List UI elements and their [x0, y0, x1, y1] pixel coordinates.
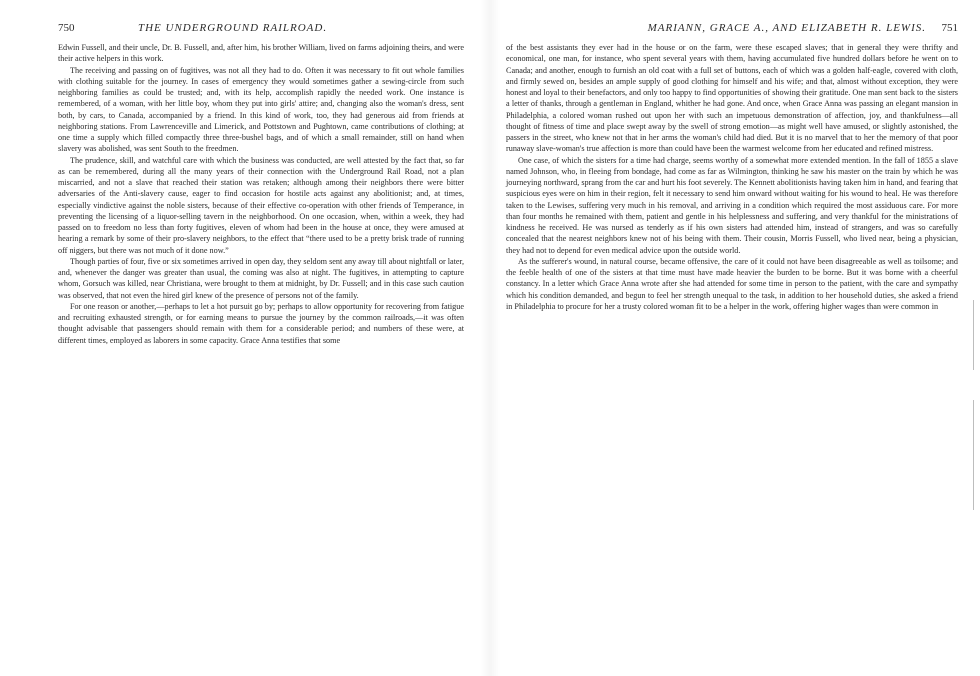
left-page-text [58, 42, 464, 346]
paragraph: For one reason or another,—perhaps to let a hot pursuit go by; perhaps to allow opportunity for recovering from fatigue and recruiting exhausted strength, or for earning means to pursue the journey by the common railroads,—it was often thought advisable that passengers should remain with them for a considerable period; and numbers of these were, at different times, employed as laborers in some capacity. Grace Anna testifies that some [58, 301, 464, 345]
paragraph: One case, of which the sisters for a time had charge, seems worthy of a somewhat more extended mention. In the fall of 1855 a slave named Johnson, who, in fleeing from bondage, had come as far as Wilmington, thinking he saw his master on the train by which he was journeying northward, sprang from the car and hurt his foot severely. The Kennett abolitionists having taken him in hand, and fearing that suspicious eyes were on him in their region, felt it necessary to send him onward without waiting for his wound to heal. He was therefore taken to the Lewises, suffering very much in his removal, and arriving in a condition which required the most assiduous care. For more than four months he remained with them, patient and gentle in his helplessness and suffering, and very thankful for the ministrations of kindness he received. He was nursed as tenderly as if his own sisters had attended him, instead of strangers, and was so carefully concealed that the nearest neighbors knew not of his being with them. Their cousin, Morris Fussell, who lived near, being a physician, they had not to depend for even medical advice upon the outside world. [506, 155, 958, 255]
left-page-number: 750 [58, 22, 75, 34]
right-page-header [506, 22, 958, 40]
page-edge-mark [973, 300, 974, 370]
paragraph: of the best assistants they ever had in the house or on the farm, were these escaped slaves; that in general they were thrifty and economical, one man, for instance, who spent several years with them, having accumulated five hundred dollars before he went on to Canada; and another, enough to furnish an old coat with a full set of buttons, each of which was a golden half-eagle, covered with cloth, and firmly sewed on, besides an ample supply of good clothing for himself and his wife; and that, almost without exception, they were honest and loyal to their benefactors, and only too happy to find opportunities of showing their gratitude. One man sent back to the sisters a letter of thanks, through a gentleman in England, whither he had gone. And once, when Grace Anna was passing an elegant mansion in Philadelphia, a colored woman rushed out upon her with such an impetuous demonstration of affection, joy, and thankfulness—all thought of fitness of time and place swept away by the swell of strong emotion—as might well have amused, or slightly astonished, the passers in the street, who knew not that in her arms the woman's child had died. But it is no marvel that to her the memory of that poor runaway slave-woman's true affection is more than could have been the warmest welcome from her educated and refined mistress. [506, 43, 958, 154]
paragraph: The prudence, skill, and watchful care with which the business was conducted, are well attested by the fact that, so far as can be remembered, during all the many years of their connection with the Underground Rail Road, not a plan miscarried, and not a slave that reached their station was retaken; although among their neighbors there were bitter adversaries of the Anti-slavery cause, eager to find occasion for hostile acts against any abolitionist; and, at times, especially vindictive against the noble sisters, because of their effective co-operation with other friends of Temperance, in preventing the licensing of a liquor-selling tavern in the neighborhood. On one occasion, when, within a week, they had passed on to freedom no less than forty fugitives, eleven of whom had been in the house at once, they were amused at hearing a remark by some of their pro-slavery neighbors, to the effect that “there used to be a pretty brisk trade of running off niggers, but there was not much of it done now.” [58, 155, 464, 255]
right-page-text [506, 42, 958, 312]
paragraph: As the sufferer's wound, in natural course, became offensive, the care of it could not have been disagreeable as well as toilsome; and the feeble health of one of the sisters at that time must have made heavier the burden to be borne. But it was borne with a cheerful constancy. In a letter which Grace Anna wrote after she had attended for some time in person to the patient, with the care and sympathy which his condition demanded, and begun to feel her strength unequal to the task, in addition to her household duties, she asked a friend in Philadelphia to procure for her a trusty colored woman fit to be a helper in the work, offering higher wages than were common in [506, 256, 958, 311]
paragraph: Though parties of four, five or six sometimes arrived in open day, they seldom sent any away till about nightfall or later, and, whenever the danger was greater than usual, the coming was also at night. The fugitives, in attempting to capture whom, Gorsuch was killed, near Christiana, were brought to them at midnight, by Dr. Fussell; and in this case such caution was observed, that not even the hired girl knew of the presence of persons not of the family. [58, 256, 464, 300]
paragraph: The receiving and passing on of fugitives, was not all they had to do. Often it was necessary to fit out whole families with clothing suitable for the journey. In cases of emergency they would sometimes gather a sewing-circle from such neighboring families as could be trusted; and, with its help, accomplish rapidly the needed work. One instance is remembered, of a woman, with her little boy, whom they put into girls' attire; and, changing also the woman's dress, sent both, by cars, to Canada, accompanied by a friend. In this kind of work, too, they had generous aid from friends at neighboring stations. From Lawrenceville and Limerick, and Pottstown and Pughtown, came contributions of clothing; at one time a supply which filled compactly three three-bushel bags, and of which a small remainder, still on hand when slavery was abolished, was sent South to the freedmen. [58, 65, 464, 154]
right-page-number: 751 [941, 22, 958, 34]
page-edge-mark [973, 400, 974, 510]
left-page-header [58, 22, 464, 40]
right-running-head: MARIANN, GRACE A., AND ELIZABETH R. LEWIS. [647, 22, 926, 34]
right-page [490, 0, 980, 676]
paragraph: Edwin Fussell, and their uncle, Dr. B. Fussell, and, after him, his brother William, lived on farms adjoining theirs, and were their active helpers in this work. [58, 43, 464, 64]
left-running-head: THE UNDERGROUND RAILROAD. [138, 22, 328, 34]
